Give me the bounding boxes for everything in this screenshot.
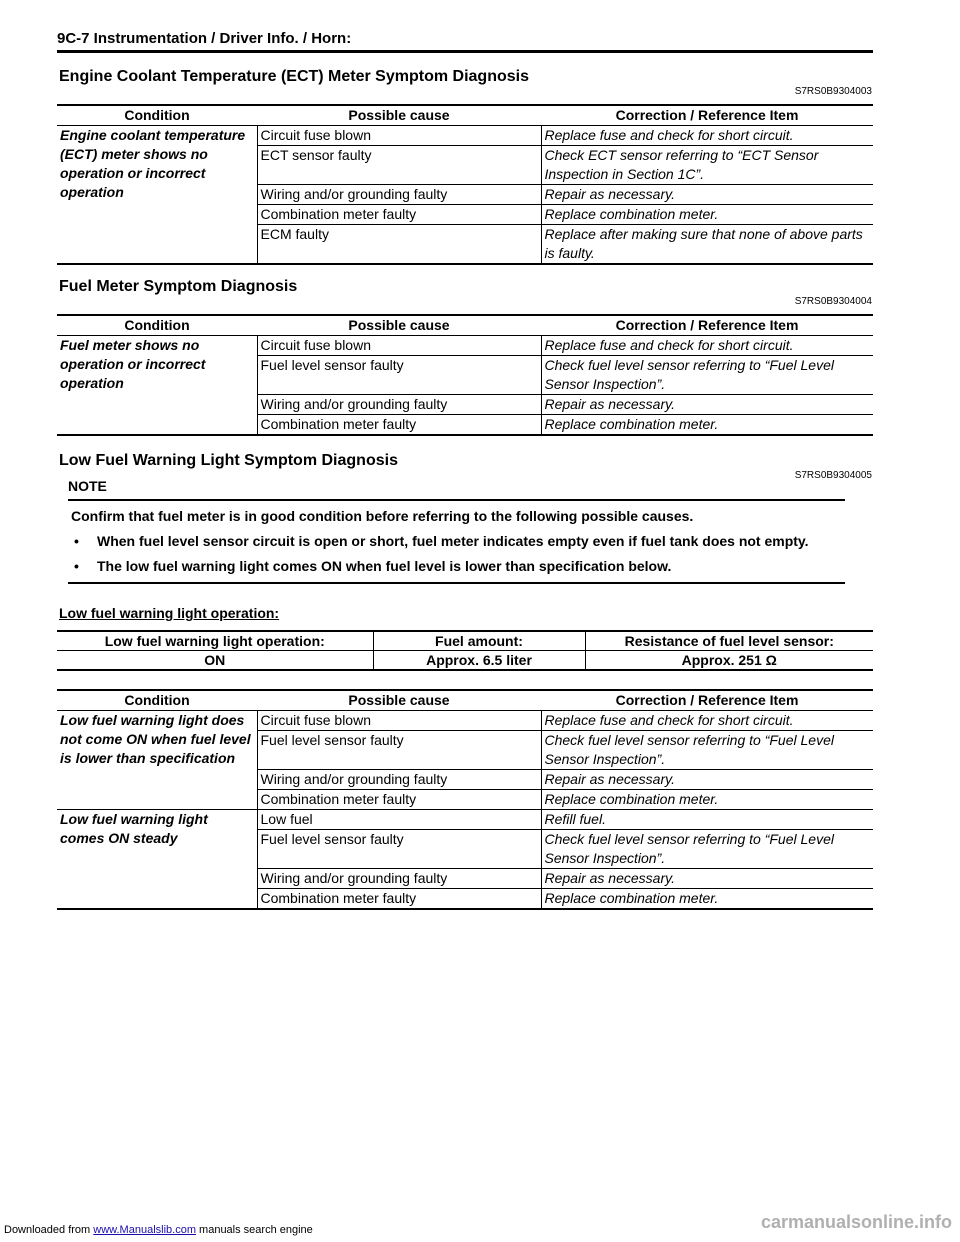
cause-cell: Combination meter faulty bbox=[257, 790, 541, 810]
cause-cell: Wiring and/or grounding faulty bbox=[257, 869, 541, 889]
ect-diagnosis-table bbox=[57, 104, 873, 265]
watermark-logo: carmanualsonline.info bbox=[760, 1212, 952, 1232]
spec-sub-heading: Low fuel warning light operation: bbox=[59, 605, 280, 621]
note-rule-bottom bbox=[68, 582, 845, 584]
header-condition: Condition bbox=[57, 315, 257, 336]
fix-cell: Replace combination meter. bbox=[541, 205, 873, 225]
condition-cell: Low fuel warning light does not come ON when fuel level is lower than specification bbox=[57, 711, 257, 810]
section-code-fuel: S7RS0B9304004 bbox=[794, 296, 872, 307]
table-row bbox=[57, 810, 873, 830]
note-bullet bbox=[71, 557, 845, 576]
cause-cell: Wiring and/or grounding faulty bbox=[257, 770, 541, 790]
section-title-low-fuel: Low Fuel Warning Light Symptom Diagnosis bbox=[59, 452, 398, 469]
cause-cell: Low fuel bbox=[257, 810, 541, 830]
section-code-ect: S7RS0B9304003 bbox=[794, 86, 872, 97]
fix-cell: Replace combination meter. bbox=[541, 889, 873, 910]
footer-suffix: manuals search engine bbox=[195, 1224, 313, 1236]
fix-cell: Replace fuse and check for short circuit. bbox=[541, 126, 873, 146]
table-header-row bbox=[57, 105, 873, 126]
fix-cell: Check fuel level sensor referring to “Fuel Level Sensor Inspection”. bbox=[541, 731, 873, 770]
fix-cell: Replace combination meter. bbox=[541, 790, 873, 810]
footer-prefix: Downloaded from bbox=[4, 1224, 94, 1236]
low-fuel-diagnosis-table bbox=[57, 689, 873, 910]
cause-cell: Fuel level sensor faulty bbox=[257, 830, 541, 869]
cause-cell: Circuit fuse blown bbox=[257, 336, 541, 356]
footer bbox=[4, 1224, 313, 1236]
section-code-low-fuel: S7RS0B9304005 bbox=[794, 470, 872, 481]
spec-header-operation: Low fuel warning light operation: bbox=[57, 631, 373, 651]
cause-cell: Combination meter faulty bbox=[257, 205, 541, 225]
spec-header-amount: Fuel amount: bbox=[373, 631, 585, 651]
condition-cell: Low fuel warning light comes ON steady bbox=[57, 810, 257, 910]
table-row bbox=[57, 711, 873, 731]
spec-table bbox=[57, 630, 873, 671]
note-bullet bbox=[71, 532, 845, 551]
header-cause: Possible cause bbox=[257, 105, 541, 126]
note-bullet-text: The low fuel warning light comes ON when fuel level is lower than specification below. bbox=[97, 558, 672, 574]
table-header-row bbox=[57, 315, 873, 336]
table-header-row bbox=[57, 690, 873, 711]
header-condition: Condition bbox=[57, 105, 257, 126]
fuel-meter-diagnosis-table bbox=[57, 314, 873, 436]
header-condition: Condition bbox=[57, 690, 257, 711]
cause-cell: ECT sensor faulty bbox=[257, 146, 541, 185]
header-cause: Possible cause bbox=[257, 315, 541, 336]
fix-cell: Check fuel level sensor referring to “Fuel Level Sensor Inspection”. bbox=[541, 830, 873, 869]
spec-value-row bbox=[57, 651, 873, 671]
bullet-marker: • bbox=[74, 533, 79, 549]
fix-cell: Refill fuel. bbox=[541, 810, 873, 830]
bullet-marker: • bbox=[74, 558, 79, 574]
note-box bbox=[68, 478, 845, 584]
cause-cell: Fuel level sensor faulty bbox=[257, 731, 541, 770]
cause-cell: ECM faulty bbox=[257, 225, 541, 265]
spec-value-resistance: Approx. 251 Ω bbox=[585, 651, 873, 671]
note-bullet-text: When fuel level sensor circuit is open or short, fuel meter indicates empty even if fuel tank does not empty. bbox=[97, 533, 809, 549]
fix-cell: Repair as necessary. bbox=[541, 395, 873, 415]
spec-value-amount: Approx. 6.5 liter bbox=[373, 651, 585, 671]
cause-cell: Wiring and/or grounding faulty bbox=[257, 395, 541, 415]
fix-cell: Repair as necessary. bbox=[541, 770, 873, 790]
cause-cell: Combination meter faulty bbox=[257, 415, 541, 436]
spec-value-operation: ON bbox=[57, 651, 373, 671]
header-cause: Possible cause bbox=[257, 690, 541, 711]
fix-cell: Repair as necessary. bbox=[541, 869, 873, 889]
fix-cell: Check ECT sensor referring to “ECT Sensor Inspection in Section 1C”. bbox=[541, 146, 873, 185]
table-row bbox=[57, 126, 873, 146]
cause-cell: Combination meter faulty bbox=[257, 889, 541, 910]
header-fix: Correction / Reference Item bbox=[541, 105, 873, 126]
fix-cell: Replace fuse and check for short circuit. bbox=[541, 336, 873, 356]
section-title-fuel: Fuel Meter Symptom Diagnosis bbox=[59, 278, 298, 295]
spec-header-resistance: Resistance of fuel level sensor: bbox=[585, 631, 873, 651]
fix-cell: Replace after making sure that none of above parts is faulty. bbox=[541, 225, 873, 265]
cause-cell: Circuit fuse blown bbox=[257, 711, 541, 731]
note-intro: Confirm that fuel meter is in good condition before referring to the following possible causes. bbox=[71, 508, 694, 524]
fix-cell: Replace combination meter. bbox=[541, 415, 873, 436]
fix-cell: Check fuel level sensor referring to “Fuel Level Sensor Inspection”. bbox=[541, 356, 873, 395]
cause-cell: Fuel level sensor faulty bbox=[257, 356, 541, 395]
cause-cell: Wiring and/or grounding faulty bbox=[257, 185, 541, 205]
note-body bbox=[68, 501, 845, 582]
cause-cell: Circuit fuse blown bbox=[257, 126, 541, 146]
header-rule bbox=[57, 50, 873, 53]
header-fix: Correction / Reference Item bbox=[541, 315, 873, 336]
header-fix: Correction / Reference Item bbox=[541, 690, 873, 711]
spec-header-row bbox=[57, 631, 873, 651]
condition-cell: Fuel meter shows no operation or incorrect operation bbox=[57, 336, 257, 436]
note-label: NOTE bbox=[68, 478, 107, 494]
manualslib-link[interactable]: www.Manualslib.com bbox=[93, 1224, 196, 1236]
fix-cell: Replace fuse and check for short circuit. bbox=[541, 711, 873, 731]
condition-cell: Engine coolant temperature (ECT) meter shows no operation or incorrect operation bbox=[57, 126, 257, 265]
page-header: 9C-7 Instrumentation / Driver Info. / Horn: bbox=[57, 30, 352, 47]
fix-cell: Repair as necessary. bbox=[541, 185, 873, 205]
section-title-ect: Engine Coolant Temperature (ECT) Meter Symptom Diagnosis bbox=[59, 68, 529, 85]
table-row bbox=[57, 336, 873, 356]
